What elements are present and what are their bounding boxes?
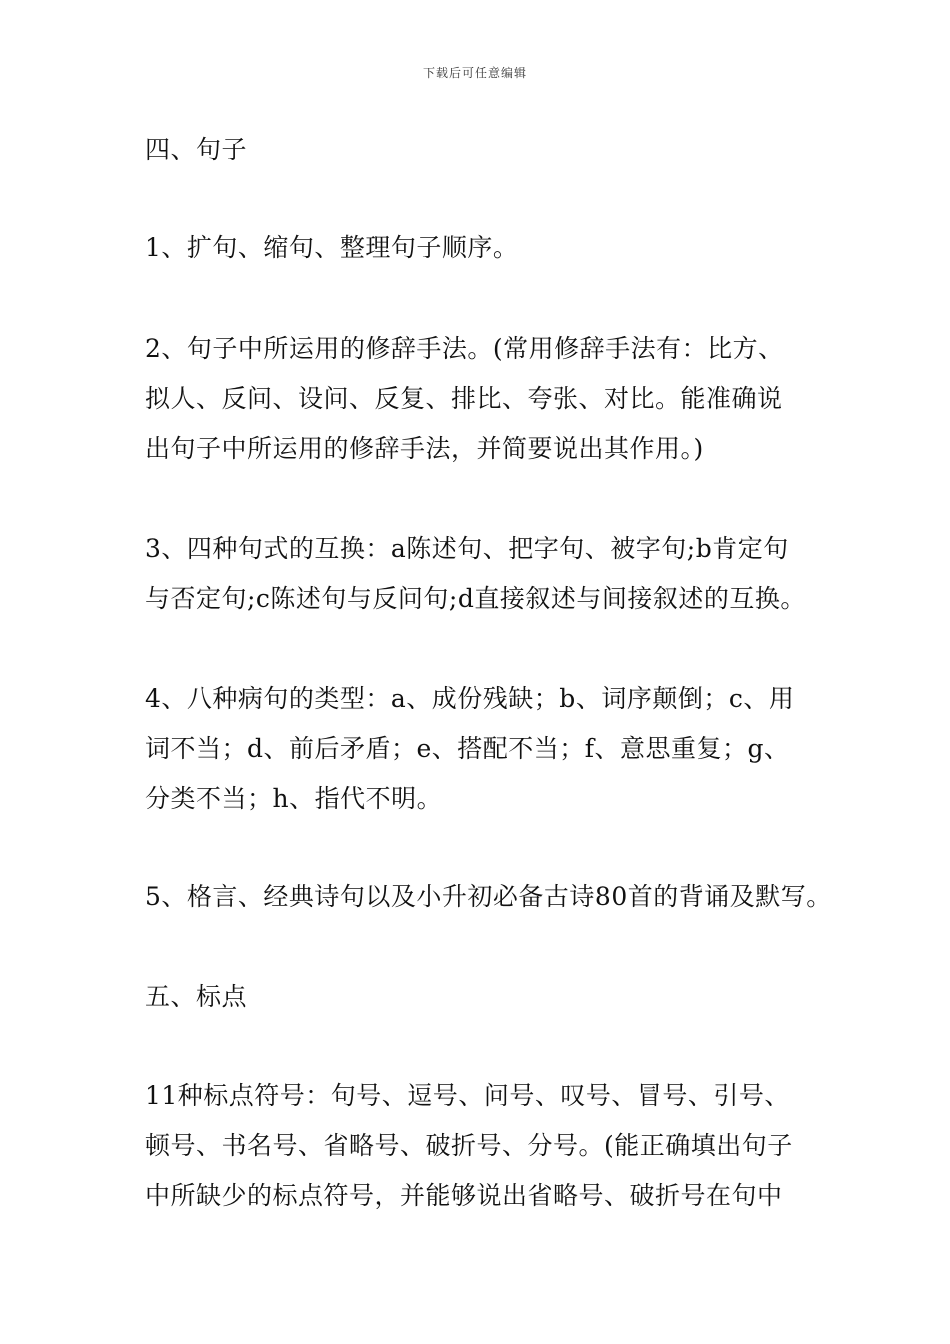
punctuation-line-2: 顿号、书名号、省略号、破折号、分号。(能正确填出句子 <box>145 1131 793 1160</box>
item-5-line-1: 5、格言、经典诗句以及小升初必备古诗80首的背诵及默写。 <box>145 882 832 911</box>
item-2-line-1: 2、句子中所运用的修辞手法。(常用修辞手法有：比方、 <box>145 334 784 363</box>
item-2-line-2: 拟人、反问、设问、反复、排比、夸张、对比。能准确说 <box>145 384 783 413</box>
item-2-line-3: 出句子中所运用的修辞手法，并简要说出其作用。) <box>145 434 704 463</box>
section-heading-punctuation: 五、标点 <box>145 982 248 1011</box>
item-4-line-1: 4、八种病句的类型：a、成份残缺；b、词序颠倒；c、用 <box>145 684 795 713</box>
item-3-line-2: 与否定句;c陈述句与反问句;d直接叙述与间接叙述的互换。 <box>145 584 806 613</box>
page-header: 下载后可任意编辑 <box>422 66 527 80</box>
item-4-line-3: 分类不当；h、指代不明。 <box>145 784 443 813</box>
punctuation-line-3: 中所缺少的标点符号，并能够说出省略号、破折号在句中 <box>145 1181 783 1210</box>
item-1-line-1: 1、扩句、缩句、整理句子顺序。 <box>145 233 519 262</box>
section-heading-sentences: 四、句子 <box>145 135 248 164</box>
item-4-line-2: 词不当；d、前后矛盾；e、搭配不当；f、意思重复；g、 <box>145 734 790 763</box>
item-3-line-1: 3、四种句式的互换：a陈述句、把字句、被字句;b肯定句 <box>145 534 789 563</box>
punctuation-line-1: 11种标点符号：句号、逗号、问号、叹号、冒号、引号、 <box>145 1081 790 1110</box>
